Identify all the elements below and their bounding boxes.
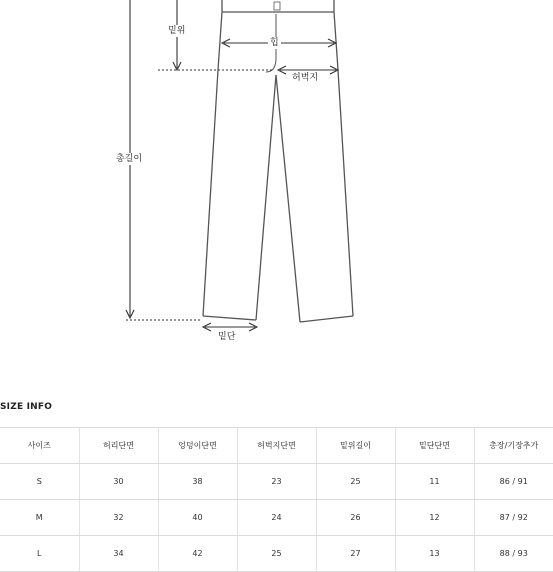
cell-hem: 11 <box>395 464 474 500</box>
cell-thigh: 25 <box>237 536 316 572</box>
header-hip: 엉덩이단면 <box>158 428 237 464</box>
cell-hip: 42 <box>158 536 237 572</box>
hem-label: 밑단 <box>218 332 236 342</box>
cell-rise: 27 <box>316 536 395 572</box>
cell-total-length: 88 / 93 <box>474 536 553 572</box>
cell-rise: 25 <box>316 464 395 500</box>
cell-size: M <box>0 500 79 536</box>
cell-total-length: 87 / 92 <box>474 500 553 536</box>
cell-rise: 26 <box>316 500 395 536</box>
cell-hem: 12 <box>395 500 474 536</box>
header-size: 사이즈 <box>0 428 79 464</box>
size-table <box>0 427 553 572</box>
header-thigh: 허벅지단면 <box>237 428 316 464</box>
size-info-title: SIZE INFO <box>0 402 53 412</box>
cell-thigh: 23 <box>237 464 316 500</box>
cell-total-length: 86 / 91 <box>474 464 553 500</box>
table-row <box>0 464 553 500</box>
table-row <box>0 536 553 572</box>
hem-line <box>203 323 257 331</box>
table-row <box>0 500 553 536</box>
total-length-label: 총길이 <box>116 154 143 164</box>
cell-waist: 30 <box>79 464 158 500</box>
cell-thigh: 24 <box>237 500 316 536</box>
cell-size: S <box>0 464 79 500</box>
header-hem: 밑단단면 <box>395 428 474 464</box>
header-rise: 밑위길이 <box>316 428 395 464</box>
cell-waist: 34 <box>79 536 158 572</box>
cell-hip: 40 <box>158 500 237 536</box>
cell-hip: 38 <box>158 464 237 500</box>
table-header-row <box>0 428 553 464</box>
cell-hem: 13 <box>395 536 474 572</box>
header-waist: 허리단면 <box>79 428 158 464</box>
thigh-label: 허벅지 <box>292 73 319 83</box>
header-total-length: 총장/기장추가 <box>474 428 553 464</box>
rise-label: 밑위 <box>168 26 186 36</box>
cell-waist: 32 <box>79 500 158 536</box>
cell-size: L <box>0 536 79 572</box>
hip-label: 힙 <box>270 38 279 48</box>
